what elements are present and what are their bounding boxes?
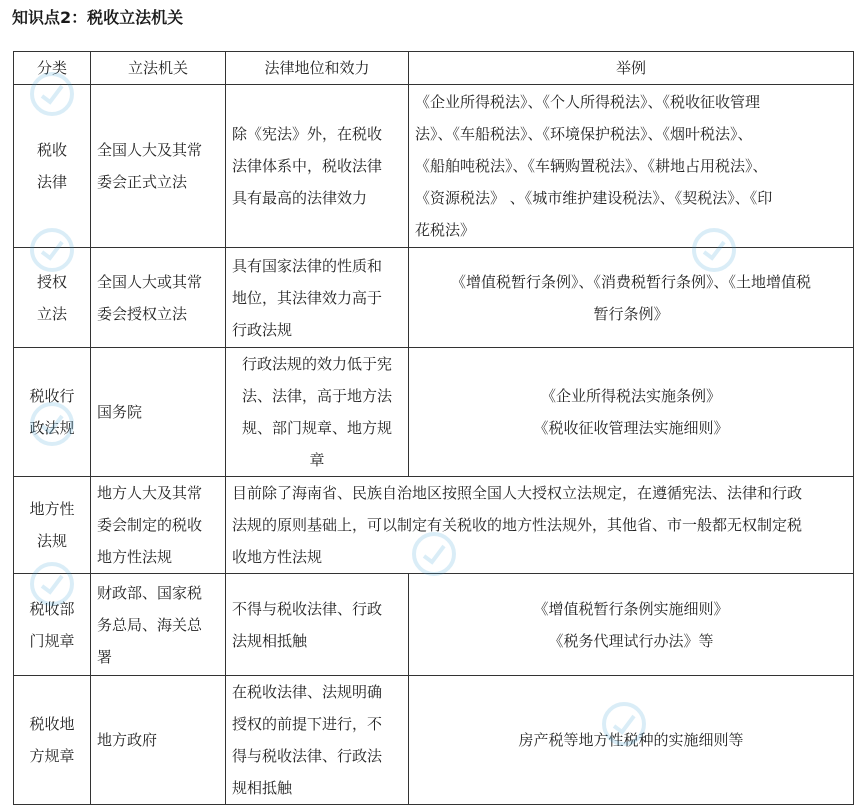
header-authority: 立法机关	[91, 52, 226, 85]
cell-line: 在税收法律、法规明确	[232, 683, 383, 701]
cell-line: 委会正式立法	[97, 173, 188, 191]
header-examples: 举例	[409, 52, 854, 85]
cell-line: 法规相抵触	[232, 631, 308, 650]
cell-line: 委会制定的税收	[97, 516, 203, 534]
cell-authority	[91, 574, 226, 676]
cell-line: 收地方性法规	[232, 548, 323, 566]
cell-line: 政法规	[29, 419, 75, 437]
cell-merged-description	[226, 477, 854, 574]
cell-line: 行政法规的效力低于宪	[241, 355, 392, 373]
cell-category	[14, 676, 91, 805]
cell-line: 全国人大或其常	[97, 272, 203, 291]
cell-line: 除《宪法》外，在税收	[232, 125, 383, 143]
cell-authority	[91, 676, 226, 805]
cell-line: 税收	[36, 141, 67, 159]
cell-line: 暂行条例》	[593, 304, 669, 323]
table-header-row	[14, 52, 854, 85]
cell-effect	[226, 676, 409, 805]
cell-line: 得与税收法律、行政法	[232, 747, 383, 765]
page-title: 知识点2：税收立法机关	[12, 8, 184, 27]
cell-line: 《增值税暂行条例实施细则》	[533, 599, 729, 618]
cell-category	[14, 85, 91, 248]
cell-examples	[409, 248, 854, 348]
cell-line: 务总局、海关总	[97, 615, 203, 634]
cell-line: 法》、《车船税法》、《环境保护税法》、《烟叶税法》、	[415, 125, 753, 143]
cell-line: 《税收征收管理法实施细则》	[533, 419, 729, 437]
cell-line: 授权的前提下进行，不	[232, 715, 383, 733]
cell-line: 规相抵触	[232, 779, 293, 797]
header-category: 分类	[14, 52, 91, 85]
cell-line: 国务院	[97, 403, 143, 421]
cell-authority	[91, 348, 226, 477]
cell-line: 委会授权立法	[97, 304, 188, 323]
cell-line: 具有国家法律的性质和	[232, 256, 383, 275]
cell-category	[14, 248, 91, 348]
tax-legislation-table	[13, 51, 854, 805]
cell-line: 地方政府	[97, 731, 158, 749]
cell-line: 《资源税法》 、《城市维护建设税法》、《契税法》、《印	[415, 189, 773, 207]
cell-line: 《税务代理试行办法》等	[548, 631, 714, 650]
table-row	[14, 348, 854, 477]
table-row	[14, 248, 854, 348]
cell-line: 税收部	[29, 599, 75, 618]
cell-line: 房产税等地方性税种的实施细则等	[518, 731, 744, 749]
cell-line: 法规的原则基础上，可以制定有关税收的地方性法规外，其他省、市一般都无权制定税	[232, 516, 803, 534]
cell-line: 地位，其法律效力高于	[232, 288, 383, 307]
cell-line: 署	[97, 647, 113, 666]
cell-line: 门规章	[29, 631, 75, 650]
table-row	[14, 676, 854, 805]
cell-effect	[226, 348, 409, 477]
cell-category	[14, 348, 91, 477]
cell-line: 法律	[36, 173, 67, 191]
cell-line: 地方性法规	[97, 548, 173, 566]
cell-effect	[226, 85, 409, 248]
table-row	[14, 477, 854, 574]
cell-line: 地方人大及其常	[97, 484, 203, 502]
cell-category	[14, 477, 91, 574]
cell-effect	[226, 574, 409, 676]
cell-line: 税收地	[29, 715, 75, 733]
cell-line: 全国人大及其常	[97, 141, 203, 159]
cell-authority	[91, 85, 226, 248]
cell-line: 规、部门规章、地方规	[241, 419, 392, 437]
cell-examples	[409, 348, 854, 477]
cell-line: 《企业所得税法实施条例》	[540, 387, 721, 405]
cell-examples	[409, 676, 854, 805]
cell-line: 不得与税收法律、行政	[232, 599, 383, 618]
cell-line: 税收行	[29, 387, 75, 405]
cell-effect	[226, 248, 409, 348]
cell-line: 财政部、国家税	[97, 583, 203, 602]
table-row	[14, 574, 854, 676]
cell-line: 具有最高的法律效力	[232, 189, 368, 207]
header-effect: 法律地位和效力	[226, 52, 409, 85]
cell-line: 法、法律，高于地方法	[241, 387, 392, 405]
cell-line: 《增值税暂行条例》、《消费税暂行条例》、《土地增值税	[450, 272, 811, 291]
cell-authority	[91, 477, 226, 574]
cell-line: 目前除了海南省、民族自治地区按照全国人大授权立法规定，在遵循宪法、法律和行政	[232, 484, 803, 502]
cell-line: 章	[309, 451, 325, 469]
table-row	[14, 85, 854, 248]
cell-line: 地方性	[29, 500, 75, 518]
cell-line: 法规	[36, 532, 67, 550]
cell-line: 方规章	[29, 747, 75, 765]
cell-line: 立法	[36, 304, 67, 323]
cell-line: 《企业所得税法》、《个人所得税法》、《税收征收管理	[415, 93, 761, 111]
cell-line: 行政法规	[232, 320, 293, 339]
cell-line: 花税法》	[415, 221, 476, 239]
cell-line: 法律体系中，税收法律	[232, 157, 383, 175]
cell-line: 授权	[36, 272, 67, 291]
cell-examples	[409, 85, 854, 248]
cell-examples	[409, 574, 854, 676]
cell-authority	[91, 248, 226, 348]
cell-category	[14, 574, 91, 676]
cell-line: 《船舶吨税法》、《车辆购置税法》、《耕地占用税法》、	[415, 157, 768, 175]
